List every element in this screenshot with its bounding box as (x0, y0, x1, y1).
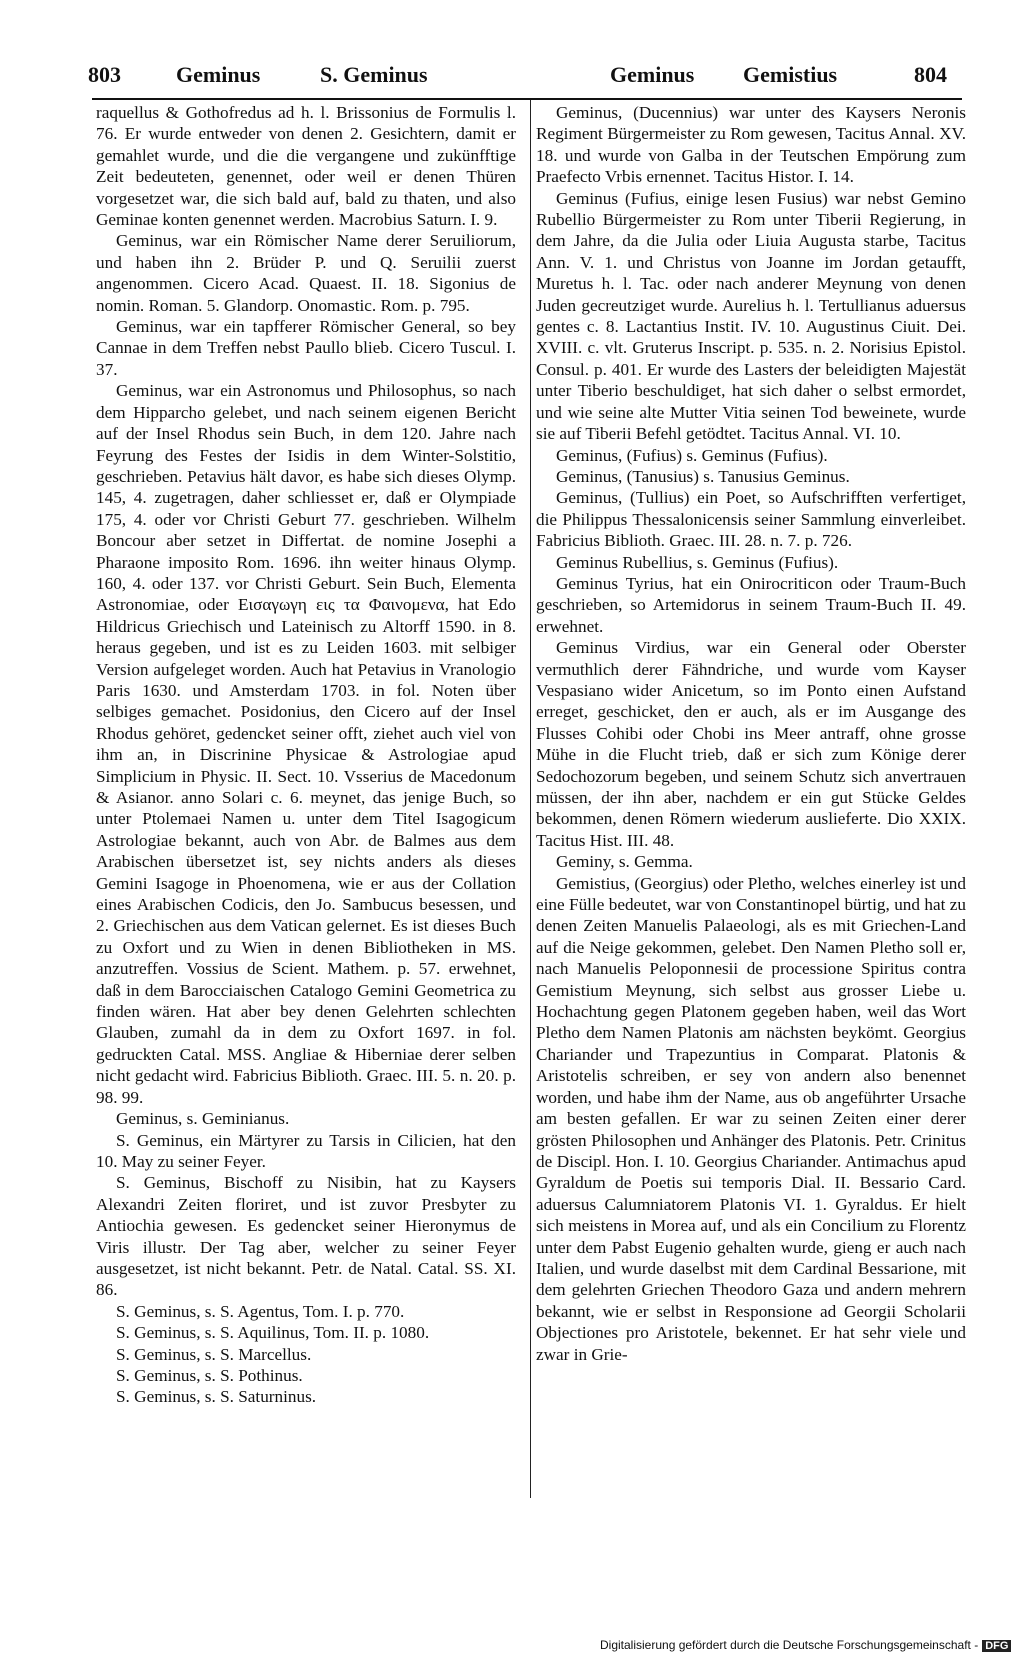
entry-paragraph: Geminus, (Tullius) ein Poet, so Aufschrifften verfertiget, die Philippus Thessalonicensis seiner Sammlung einverleibet. Fabricius Biblioth. Graec. III. 28. n. 7. p. 726. (536, 488, 966, 551)
entry-paragraph: Geminus, (Tanusius) s. Tanusius Geminus. (556, 466, 850, 486)
entry-paragraph: Geminus, (Ducennius) war unter des Kaysers Neronis Regiment Bürgermeister zu Rom gewesen, Tacitus Annal. XV. 18. und wurde von Galba in der Teutschen Empörung zum Praefecto Vrbis ernennet. Tacitus Histor. I. 14. (536, 103, 966, 187)
column-divider (530, 100, 531, 1498)
entry-paragraph: Gemistius, (Georgius) oder Pletho, welches einerley ist und eine Fülle bedeutet, war von Constantinopel bürtig, und hat zu denen Zeiten Manuelis Palaeologi, als es mit Griechen-Land auf die Neige gekommen, gelebet. Den Namen Pletho soll er, nach Manuelis Peloponnesii de processione Spiritus contra Gemistium Meynung, sich selbst aus grosser Liebe u. Hochachtung gegen Platonem gegeben haben, weil das Wort Pletho dem Namen Platonis am nächsten beykömt. Georgius Chariander und Trapezuntius in Comparat. Platonis & Aristotelis schreiben, er sey von andern also benennet worden, und habe ihm der Name, aus ob angeführter Ursache am besten gefallen. Er war zu seinen Zeiten einer derer grösten Philosophen und Anhänger des Platonis. Petr. Crinitus de Discipl. Hon. I. 10. Georgius Chariander. Antimachus apud Gyraldum de Poetis sui temporis Dial. II. Bessario Card. aduersus Calumniatorem Platonis VI. 1. Gyraldus. Er hielt sich meistens in Morea auf, und als ein Concilium zu Florentz unter dem Pabst Eugenio gehalten wurde, gieng er auch nach Italien, und wurde daselbst mit dem Cardinal Bessarione, mit dem gelehrten Griechen Theodoro Gaza und andern mehrern bekannt, wie er selbst in Responsione ad Georgii Scholarii Objectiones pro Aristotele, bekennet. Er hat sehr viele und zwar in Grie- (536, 873, 966, 1364)
entry-paragraph: Geminus Virdius, war ein General oder Oberster vermuthlich derer Fähndriche, und wurde vom Kayser Vespasiano wider Anicetum, so im Ponto einen Aufstand erreget, geschicket, den er auch, als er im Ausgange des Flusses Cohibi oder Chobi ins Meer antraff, ohne grosse Mühe in die Flucht trieb, daß er sich zum Könige derer Sedochozorum begeben, und seinem Schutz sich anvertrauen müssen, der ihn aber, nachdem er ein gut Stücke Geldes bekommen, denen Römern wiederum auslieferte. Dio XXIX. Tacitus Hist. III. 48. (536, 638, 966, 850)
entry-paragraph: Geminus Rubellius, s. Geminus (Fufius). (556, 552, 839, 572)
left-column (96, 102, 516, 1408)
entry-paragraph: Geminus, s. Geminianus. (116, 1109, 290, 1129)
entry-paragraph: raquellus & Gothofredus ad h. l. Brissonius de Formulis l. 76. Er wurde entweder von denen 2. Gesichtern, damit er gemahlet wurde, und die die vergangene und zukünfftige Zeit bedeuteten, genennet, oder weil er denen Thüren vorgesetzet war, die sich bald auf, bald zu thaten, und also Geminae konten genennet werden. Macrobius Saturn. I. 9. (96, 103, 516, 230)
header-rule (92, 98, 962, 100)
entry-paragraph: Geminus, war ein Astronomus und Philosophus, so nach dem Hipparcho gelebet, und nach seinem eigenen Bericht auf der Insel Rhodus sein Buch, in dem 120. Jahre nach Feyrung des Festes der Isidis in dem Winter-Solstitio, geschrieben. Petavius hält davor, es habe sich dieses Olymp. 145, 4. zugetragen, daher schliesset er, daß er Olympiade 175, 4. oder vor Christi Geburt 77. geschrieben. Wilhelm Boncour aber setzet in Differtat. de nomine Josephi a Pharaone imposito Rom. 1696. ihn weiter hinaus Olymp. 160, 4. oder 137. vor Christi Geburt. Sein Buch, Elementa Astronomiae, oder Εισαγωγη εις τα Φαινομενα, hat Edo Hildricus Griechisch und Lateinisch zu Altorff 1590. in 8. heraus gegeben, und ist es zu Leiden 1603. mit selbiger Version aufgeleget worden. Auch hat Petavius in Vranologio Paris 1630. und Amsterdam 1703. in fol. Noten über selbiges gemachet. Posidonius, den Cicero auf der Insel Rhodus gehöret, gedencket seiner offt, ziehet auch viel von ihm an, in Discrinine Physicae & Astrologiae apud Simplicium in Physic. II. Sect. 10. Vsserius de Macedonum & Asianor. anno Solari c. 6. meynet, das jenige Buch, so unter Ptolemaei Namen u. unter dem Titel Isagogicum Astrologiae bekannt, auch von Abr. de Balmes aus dem Arabischen übersetzet ist, sey nichts anders als dieses Gemini Isagoge in Phoenomena, wie er aus der Collation eines Arabischen Codicis, den Jo. Sambucus besessen, und 2. Griechischen aus dem Vatican gelernet. Es ist dieses Buch zu Oxfort und zu Wien in denen Bibliotheken in MS. anzutreffen. Vossius de Scient. Mathem. p. 57. erwehnet, daß in dem Barocciaischen Catalogo Gemini Geometrica zu finden wären. Hat aber bey denen Gelehrten schlechten Glauben, zumahl da in dem zu Oxfort 1697. in fol. gedruckten Catal. MSS. Angliae & Hiberniae derer selben nicht gedacht wird. Fabricius Biblioth. Graec. III. 5. n. 20. p. 98. 99. (96, 381, 516, 1107)
entry-paragraph: Geminus (Fufius, einige lesen Fusius) war nebst Gemino Rubellio Bürgermeister zu Rom unter Tiberii Regierung, in dem Jahre, da die Julia oder Liuia Augusta starbe, Tacitus Ann. V. 1. und Christus von Joanne im Jordan getaufft, Muretus h. l. Tac. oder nach anderer Meynung von denen Juden gecreutziget wurde. Aurelius h. l. Tertullianus aduersus gentes c. 8. Lactantius Instit. IV. 10. Augustinus Ciuit. Dei. XVIII. c. vlt. Gruterus Inscript. p. 535. n. 2. Norisius Epistol. Consul. p. 401. Er wurde des Lasters der beleidigten Majestät unter Tiberio beschuldiget, hat sich daher o selbst ermordet, und wie seine alte Mutter Vitia seinen Tod beweinete, wurde sie auf Tiberii Befehl getödtet. Tacitus Annal. VI. 10. (536, 188, 966, 444)
header-keyword-left-2: S. Geminus (320, 62, 428, 87)
credit-text: Digitalisierung gefördert durch die Deutsche Forschungsgemeinschaft - (600, 1638, 979, 1652)
page-number-right: 804 (914, 62, 947, 87)
dfg-logo: DFG (982, 1640, 1011, 1652)
entry-paragraph: Geminus, war ein tapfferer Römischer General, so bey Cannae in dem Treffen nebst Paullo blieb. Cicero Tuscul. I. 37. (96, 317, 516, 379)
right-column (536, 102, 966, 1365)
entry-paragraph: Geminus, war ein Römischer Name derer Seruiliorum, und haben ihn 2. Brüder P. und Q. Seruilii zuerst angenommen. Cicero Acad. Quaest. II. 18. Sigonius de nomin. Roman. 5. Glandorp. Onomastic. Rom. p. 795. (96, 231, 516, 315)
entry-paragraph: Geminy, s. Gemma. (556, 852, 693, 872)
entry-paragraph: S. Geminus, s. S. Saturninus. (116, 1387, 317, 1407)
digitization-credit (600, 1638, 1011, 1652)
page-header (88, 62, 968, 96)
entry-paragraph: Geminus, (Fufius) s. Geminus (Fufius). (556, 445, 828, 465)
header-keyword-right-2: Gemistius (743, 62, 838, 87)
entry-paragraph: S. Geminus, s. S. Marcellus. (116, 1344, 312, 1364)
entry-paragraph: S. Geminus, s. S. Agentus, Tom. I. p. 770. (116, 1301, 405, 1321)
entry-paragraph: S. Geminus, ein Märtyrer zu Tarsis in Cilicien, hat den 10. May zu seiner Feyer. (96, 1130, 516, 1171)
header-keyword-left-1: Geminus (176, 62, 261, 87)
entry-paragraph: Geminus Tyrius, hat ein Onirocriticon oder Traum-Buch geschrieben, so Artemidorus in seinem Traum-Buch II. 49. erwehnet. (536, 573, 966, 636)
entry-paragraph: S. Geminus, Bischoff zu Nisibin, hat zu Kaysers Alexandri Zeiten floriret, und ist zuvor Presbyter zu Antiochia gewesen. Es gedencket seiner Hieronymus de Viris illustr. Der Tag aber, welcher zu seiner Feyer ausgesetzet, ist nicht bekannt. Petr. de Natal. Catal. SS. XI. 86. (96, 1173, 516, 1300)
page-number-left: 803 (88, 62, 121, 87)
header-keyword-right-1: Geminus (610, 62, 695, 87)
entry-paragraph: S. Geminus, s. S. Pothinus. (116, 1365, 303, 1385)
entry-paragraph: S. Geminus, s. S. Aquilinus, Tom. II. p. 1080. (116, 1323, 430, 1343)
